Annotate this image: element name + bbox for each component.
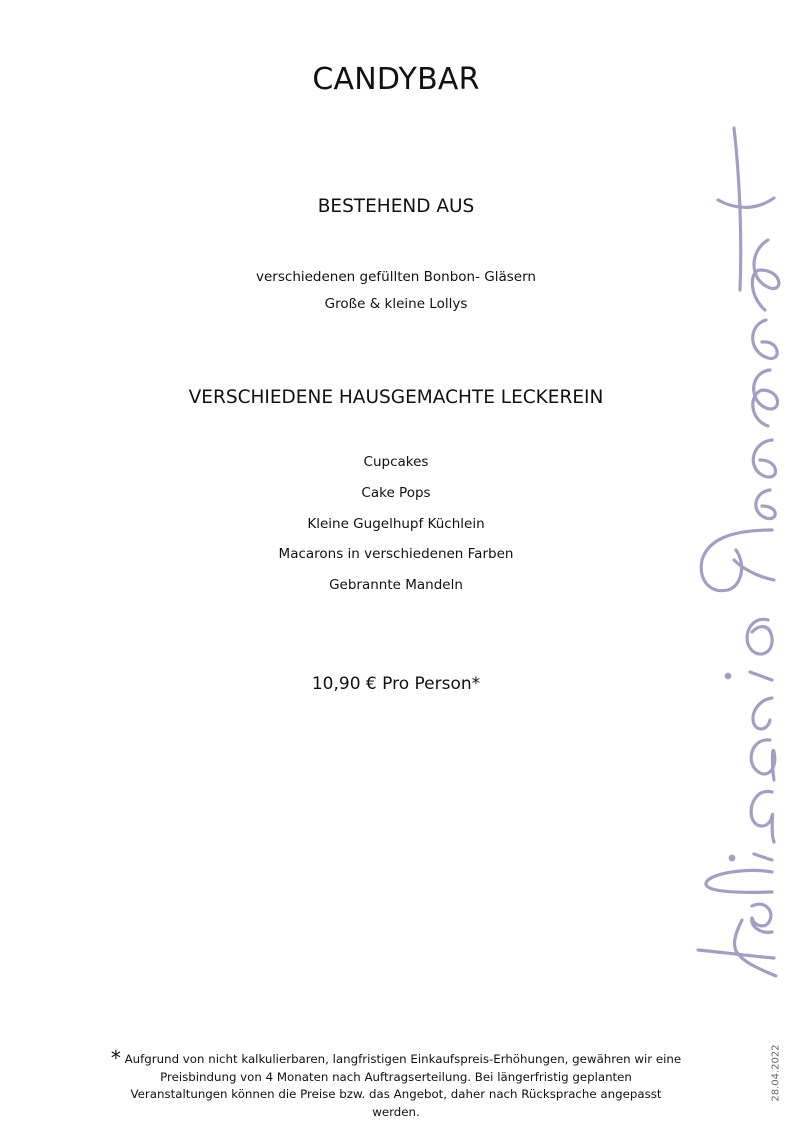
footnote-asterisk: * (110, 1046, 121, 1070)
footnote (110, 1046, 682, 1121)
list-item: Cake Pops (361, 485, 431, 501)
list-item: Cupcakes (363, 454, 429, 470)
page-title: CANDYBAR (312, 62, 480, 97)
list-item: Macarons in verschiedenen Farben (278, 546, 514, 562)
section-heading-leckereien: VERSCHIEDENE HAUSGEMACHTE LECKEREIN (188, 387, 604, 408)
footnote-text: Aufgrund von nicht kalkulierbaren, langfristigen Einkaufspreis-Erhöhungen, gewähren wir eine Preisbindung von 4 Monaten nach Auftragserteilung. Bei längerfristig geplanten Veranstaltungen können die Preise bzw. das Angebot, daher nach Rücksprache angepasst werden. (120, 1052, 682, 1119)
section-heading-bestehend-aus: BESTEHEND AUS (317, 196, 475, 217)
list-item: Kleine Gugelhupf Küchlein (307, 516, 485, 532)
date-stamp: 28.04.2022 (770, 1044, 782, 1102)
list-item: Große & kleine Lollys (324, 296, 468, 312)
kulinarie-restaurant-logo (690, 120, 790, 980)
list-item: Gebrannte Mandeln (329, 577, 463, 593)
list-item: verschiedenen gefüllten Bonbon- Gläsern (256, 269, 536, 285)
price-per-person: 10,90 € Pro Person* (311, 674, 481, 694)
